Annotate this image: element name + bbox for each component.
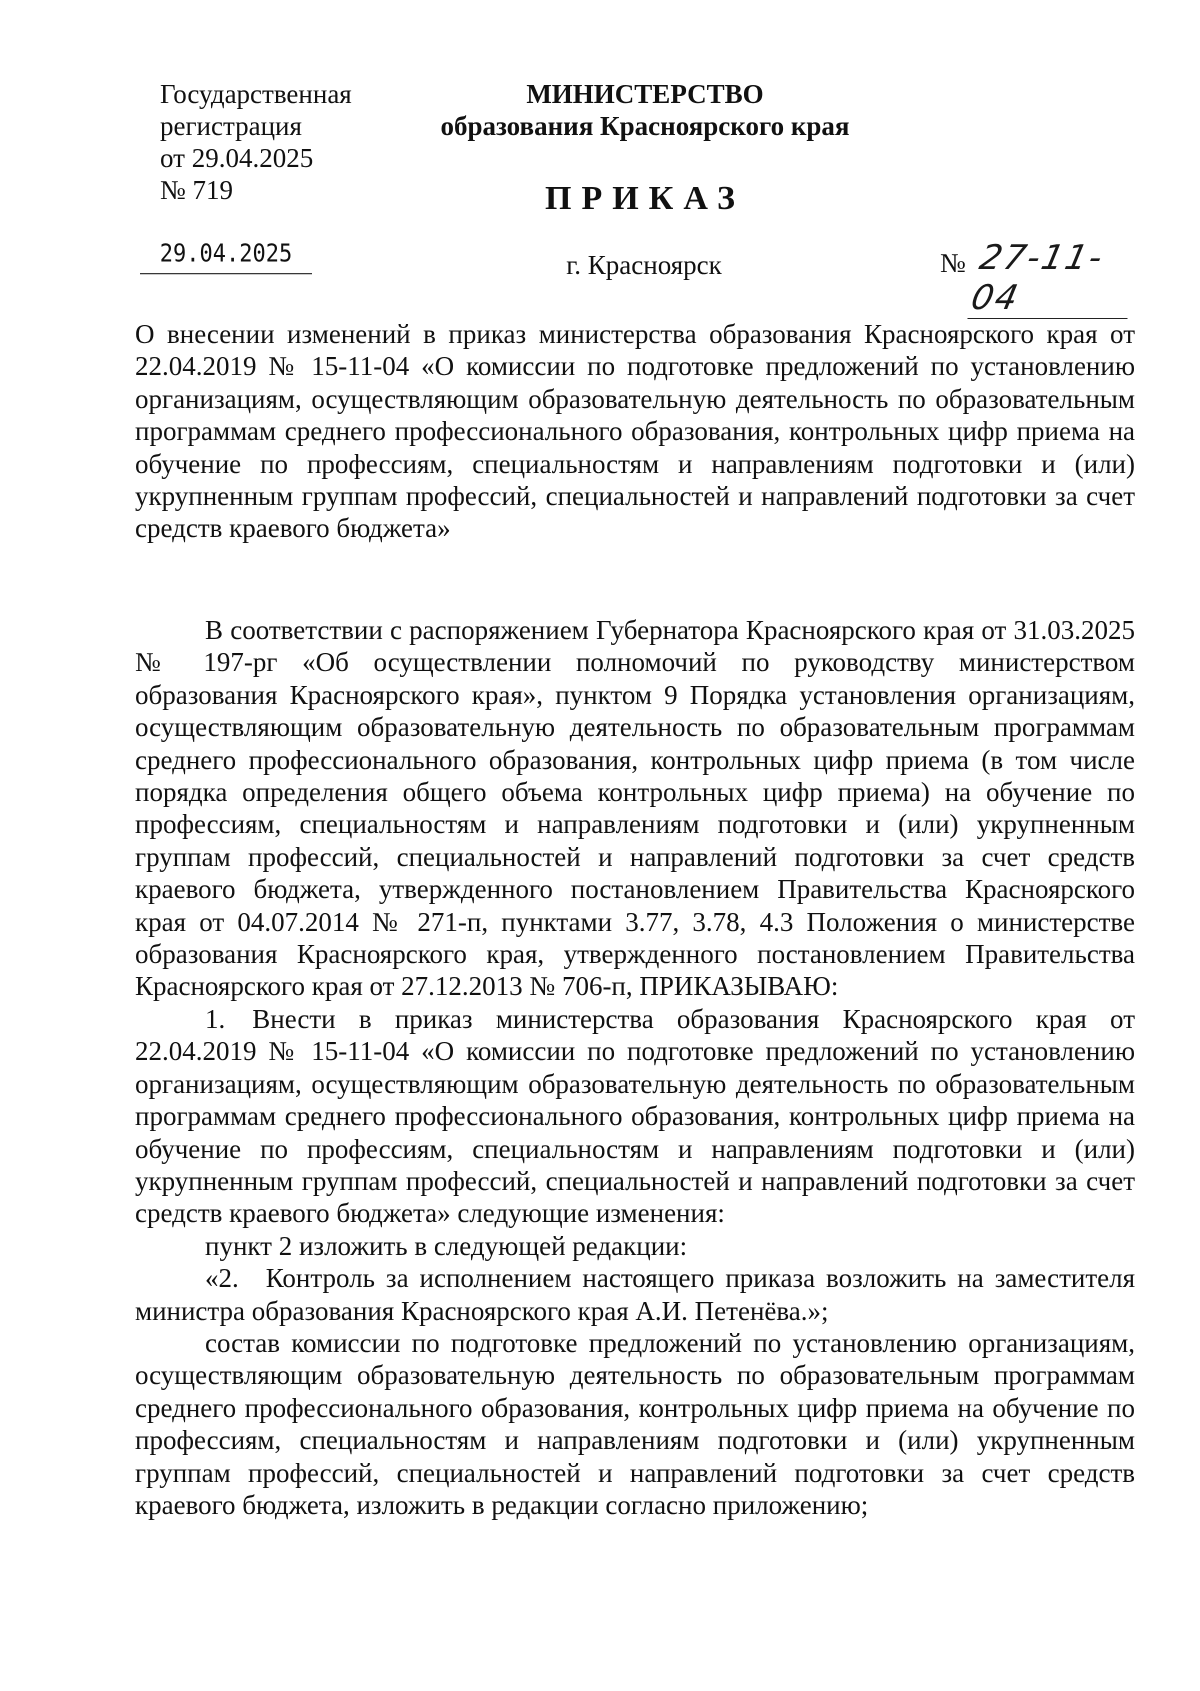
document-type: ПРИКАЗ: [545, 180, 745, 217]
order-title: [135, 318, 1135, 545]
order-number: 27-11-04: [967, 238, 1144, 319]
registration-line: регистрация: [160, 111, 302, 141]
order-city: г. Красноярск: [566, 250, 722, 280]
item-1-composition: состав комиссии по подготовке предложений по установлению организациям, осуществляющим образовательную деятельность по образовательным программам среднего профессионального образования, контрольных цифр приема на обучение по профессиям, специальностям и направлениям подготовки и (или) укрупненным группам профессий, специальностей и направлений подготовки за счет средств краевого бюджета, изложить в редакции согласно приложению;: [135, 1327, 1135, 1520]
ministry-header: [395, 78, 895, 142]
registration-date: от 29.04.2025: [160, 143, 314, 173]
registration-stamp: [160, 78, 352, 206]
item-1-subparagraph: пункт 2 изложить в следующей редакции:: [205, 1230, 688, 1261]
registration-number: № 719: [160, 175, 234, 205]
ministry-subtitle: образования Красноярского края: [440, 111, 850, 141]
order-body: [135, 614, 1135, 1521]
registration-line: Государственная: [160, 79, 352, 109]
item-1-quote: «2. Контроль за исполнением настоящего приказа возложить на заместителя министра образования Красноярского края А.И. Петенёва.»;: [135, 1263, 1135, 1326]
ministry-name: МИНИСТЕРСТВО: [526, 79, 764, 109]
order-number-label: №: [940, 248, 966, 278]
preamble-paragraph: В соответствии с распоряжением Губернатора Красноярского края от 31.03.2025 № 197-рг «Об осуществлении полномочий по руководству министерством образования Красноярского края», пунктом 9 Порядка установления организациям, осуществляющим образовательную деятельность по образовательным программам среднего профессионального образования, контрольных цифр приема (в том числе порядка определения общего объема контрольных цифр приема) на обучение по профессиям, специальностям и направлениям подготовки и (или) укрупненным группам профессий, специальностей и направлений подготовки за счет средств краевого бюджета, утвержденного постановлением Правительства Красноярского края от 04.07.2014 № 271-п, пунктами 3.77, 3.78, 4.3 Положения о министерстве образования Красноярского края, утвержденного постановлением Правительства Красноярского края от 27.12.2013 № 706-п, ПРИКАЗЫВАЮ:: [135, 615, 1135, 1002]
order-date: 29.04.2025: [140, 240, 312, 275]
item-1-paragraph: 1. Внести в приказ министерства образования Красноярского края от 22.04.2019 № 15-11-04 «О комиссии по подготовке предложений по установлению организациям, осуществляющим образовательную деятельность по образовательным программам среднего профессионального образования, контрольных цифр приема на обучение по профессиям, специальностям и направлениям подготовки и (или) укрупненным группам профессий, специальностей и направлений подготовки за счет средств краевого бюджета» следующие изменения:: [135, 1003, 1135, 1229]
order-title-text: О внесении изменений в приказ министерства образования Красноярского края от 22.04.2019 № 15-11-04 «О комиссии по подготовке предложений по установлению организациям, осуществляющим образовательную деятельность по образовательным программам среднего профессионального образования, контрольных цифр приема на обучение по профессиям, специальностям и направлениям подготовки и (или) укрупненным группам профессий, специальностей и направлений подготовки за счет средств краевого бюджета»: [135, 319, 1135, 544]
